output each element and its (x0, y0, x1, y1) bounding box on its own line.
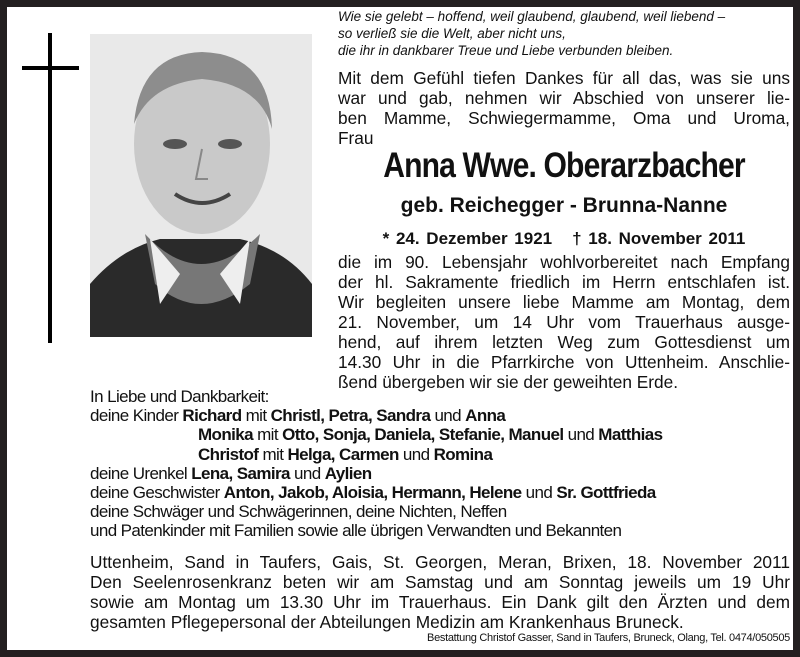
names: Anna (465, 406, 506, 426)
body-line: 21. November, um 14 Uhr vom Trauerhaus ausge- (338, 312, 790, 332)
names: Aylien (324, 463, 372, 483)
family-great-grandchildren (90, 464, 662, 483)
child-name: Christof (198, 444, 259, 464)
closing-line: Den Seelenrosenkranz beten wir am Samstag und am Sonntag jeweils um 19 Uhr (90, 572, 790, 592)
family-children-3 (90, 445, 662, 464)
text: und (525, 483, 553, 503)
cross-icon-bar (22, 66, 79, 70)
body-line: hend, auf ihrem letzten Weg zum Gottesdienst um (338, 332, 790, 352)
text: und (402, 444, 430, 464)
intro-line: Frau (338, 128, 374, 148)
intro-line: war und gab, nehmen wir Abschied von unserer lie- (338, 88, 790, 108)
death-date: † 18. November 2011 (572, 229, 746, 248)
family-line: deine Schwäger und Schwägerinnen, deine Nichten, Neffen (90, 502, 507, 522)
portrait-photo (90, 34, 312, 337)
closing-line: sowie am Montag um 13.30 Uhr im Trauerhaus. Ein Dank gilt den Ärzten und dem (90, 592, 790, 612)
intro-text (338, 68, 790, 148)
text: und (567, 425, 595, 445)
names: Matthias (598, 425, 663, 445)
birth-name: geb. Reichegger - Brunna-Nanne (400, 194, 728, 217)
body-line: Wir begleiten unsere liebe Mamme am Montag, dem (338, 292, 790, 312)
life-dates (338, 229, 790, 249)
body-line: die im 90. Lebensjahr wohlvorbereitet nach Empfang (338, 252, 790, 272)
label: deine Urenkel (90, 463, 188, 483)
funeral-home-credit: Bestattung Christof Gasser, Sand in Taufers, Bruneck, Olang, Tel. 0474/050505 (427, 632, 790, 644)
names: Lena, Samira (191, 463, 290, 483)
intro-line: ben Mamme, Schwiegermamme, Oma und Uroma, (338, 108, 790, 128)
child-name: Monika (198, 425, 253, 445)
family-line: und Patenkinder mit Familien sowie alle übrigen Verwandten und Bekannten (90, 521, 622, 541)
body-line: ßend übergeben wir sie der geweihten Erde. (338, 372, 679, 392)
body-text (338, 252, 790, 392)
body-line: 14.30 Uhr in die Pfarrkirche von Uttenheim. Anschlie- (338, 352, 790, 372)
family-heading: In Liebe und Dankbarkeit: (90, 387, 269, 406)
motto-line: die ihr in dankbarer Treue und Liebe verbunden bleiben. (338, 43, 674, 58)
motto-line: Wie sie gelebt – hoffend, weil glaubend, glaubend, weil liebend – (338, 9, 726, 24)
names: Sr. Gottfrieda (556, 483, 656, 503)
body-line: der hl. Sakramente friedlich im Herrn entschlafen ist. (338, 272, 790, 292)
cross-icon (48, 33, 52, 343)
names: Romina (433, 444, 493, 464)
text: mit (245, 406, 267, 426)
family-children-1 (90, 406, 662, 425)
family-siblings (90, 483, 662, 502)
closing-text (90, 552, 790, 632)
text: mit (262, 444, 284, 464)
closing-line: gesamten Pflegepersonal der Abteilungen Medizin am Krankenhaus Bruneck. (90, 612, 684, 632)
label: deine Geschwister (90, 483, 220, 503)
names: Otto, Sonja, Daniela, Stefanie, Manuel (282, 425, 564, 445)
text: mit (257, 425, 278, 445)
text: und (434, 406, 462, 426)
family-children-2 (90, 425, 662, 444)
names: Helga, Carmen (287, 444, 399, 464)
birth-date: * 24. Dezember 1921 (382, 229, 553, 248)
label: deine Kinder (90, 406, 179, 426)
child-name: Richard (182, 406, 242, 426)
place-date-line: Uttenheim, Sand in Taufers, Gais, St. Georgen, Meran, Brixen, 18. November 2011 (90, 552, 790, 572)
names: Christl, Petra, Sandra (270, 406, 431, 426)
motto (338, 8, 790, 59)
intro-line: Mit dem Gefühl tiefen Dankes für all das, was sie uns (338, 68, 790, 88)
deceased-name: Anna Wwe. Oberarzbacher (383, 146, 745, 185)
family-list (90, 387, 662, 541)
names: Anton, Jakob, Aloisia, Hermann, Helene (223, 483, 522, 503)
motto-line: so verließ sie die Welt, aber nicht uns, (338, 26, 566, 41)
text: und (294, 463, 321, 483)
